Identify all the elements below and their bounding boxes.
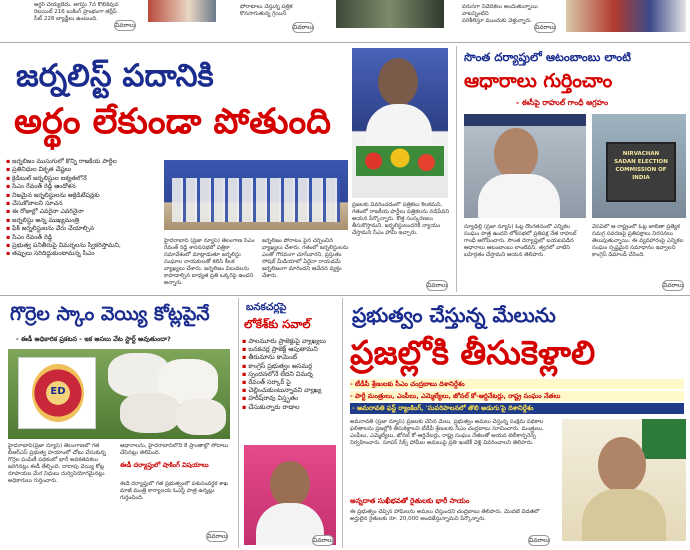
ec-sign-text: NIRVACHAN SADAN ELECTION COMMISSION OF INDIA bbox=[614, 151, 668, 181]
top-strip-col2: పోరాటాలు చేస్తున్న పత్రిక కొనసాగుతున్న గ్రెయిన్ bbox=[240, 4, 293, 17]
story1-bullet: ▪ సీఎం రేవంత్ రెడ్డి bbox=[6, 234, 160, 242]
story4-kicker: బనకచర్లపై bbox=[246, 302, 287, 313]
story2-headline-line2: ఆధారాలు గుర్తించాం bbox=[464, 70, 613, 92]
story4-bullets bbox=[242, 337, 338, 411]
top-photo-1 bbox=[148, 0, 216, 22]
story4-bullet: ▪ రేవంత్ సర్కార్ పై bbox=[242, 378, 338, 386]
story4-bullet: ▪ చేసుకున్నారు రాడాల bbox=[242, 403, 338, 411]
story1-bullet: ▪ చేసుకోవాలని సూచన bbox=[6, 200, 160, 208]
story1-bullet: ▪ ప్రభుత్వ పనితీరుపై విమర్శలను స్వీకరిస్తామని, bbox=[6, 242, 160, 250]
story3-more-button[interactable]: వివరాలు bbox=[207, 533, 228, 540]
revanth-photo bbox=[352, 48, 448, 198]
story-rahul bbox=[458, 44, 690, 294]
col-divider-1 bbox=[456, 46, 457, 292]
story2-body-col2: వేసవిలో ఆ రాష్ట్రంలో ఓట్ల జాబితా ప్రత్యేక సమగ్ర సవరణపై ప్రతిపక్షాలు నిరసనలు తెలుపుతున్నాయి. ఈ వ్యవహారంపై ఎన్నికల సంఘం స్పష్టమైన సమాధానం ఇవ్వాలని కాంగ్రెస్ డిమాండ్ చేసింది. bbox=[592, 224, 684, 258]
chandrababu-photo bbox=[562, 419, 686, 541]
mid-divider bbox=[0, 295, 690, 296]
story3-headline: గొర్రెల స్కాం వెయ్యి కోట్లపైనే bbox=[10, 303, 210, 325]
story1-bullets bbox=[6, 158, 160, 259]
top-photo-2 bbox=[336, 0, 444, 28]
story1-body-col1: హైదరాబాద్ (ప్రజా న్యూస్) తెలంగాణ సీఎం రేవంత్ రెడ్డి శాసనసభలో పత్రికా సమావేశంలో మాట్లాడుతూ జర్నలిస్టు సంఘాల నాయకులతో కలిసి కీలక వ్యాఖ్యలు చేశారు. జర్నలిజం విలువలను కాపాడాల్సిన బాధ్యత ప్రతి ఒక్కరిపై ఉందని అన్నారు. bbox=[164, 238, 255, 286]
story3-subhead: - ఈడీ అధికారిక ప్రకటన - ఇక అసలు వేట స్టార్ట్ అవుతుందా? bbox=[16, 335, 171, 343]
story1-bullet: ▪ క్రెడిబుల్ జర్నలిస్టుల ఐక్యతలోనే bbox=[6, 175, 160, 183]
rahul-photo bbox=[464, 114, 586, 218]
story3-highlight: ఈడీ దర్యాప్తులో షాకింగ్ విషయాలు bbox=[120, 461, 209, 469]
story4-more-button[interactable]: వివరాలు bbox=[313, 537, 334, 544]
election-commission-photo bbox=[592, 114, 686, 218]
col-divider-2 bbox=[238, 298, 239, 548]
story4-bullet: ▪ కాంగ్రెస్ ప్రభుత్వం అసమర్థ bbox=[242, 362, 338, 370]
story5-highlight: అన్నదాత సుఖీభవతో రైతులకు భారీ సాయం bbox=[350, 497, 470, 505]
top-strip-col3: వరుసగా నివేదికలు అందుతున్నాయి వాటన్నింటిని పరిశీలిస్తూ ముందుకు వెళ్తున్నారు bbox=[462, 4, 538, 24]
story-sheep-scam bbox=[0, 297, 236, 550]
story5-body: అమరావతి (ప్రజా న్యూస్) ప్రజలకు చేసిన మేలు, ప్రభుత్వం అమలు చేస్తున్న సంక్షేమ పథకాల ఫలితాలను ప్రజల్లోకి తీసుకెళ్లాలని టీడీపీ శ్రేణులకు సీఎం చంద్రబాబు సూచించారు. మంత్రులు, ఎంపీలు, ఎమ్మెల్యేలు, జోనల్ కో-ఆర్డినేటర్లు, రాష్ట్ర సంఘం నేతలతో ఆయన టెలీకాన్ఫరెన్స్ నిర్వహించారు. సూపర్ సిక్స్ హామీల అమలుపై ప్రతి ఇంటికీ వెళ్లి వివరించాలని తెలిపారు. bbox=[350, 419, 544, 446]
story1-bullet: ▪ సీఎం రేవంత్ రెడ్డి ఆందోళన bbox=[6, 183, 160, 191]
story4-bullet: ▪ చెల్లించుకుంటున్నావని వ్యాఖ్య bbox=[242, 386, 338, 394]
story5-sub-line-2: - పార్టీ మంత్రులు, ఎంపీలు, ఎమ్మెల్యేలు, జోనల్ కో-ఆర్డినేటర్లు, రాష్ట్ర సంఘం నేతలు bbox=[350, 391, 684, 401]
story3-body-col1: హైదరాబాద్(ప్రజా న్యూస్) తెలంగాణలో గత బీఆర్ఎస్ ప్రభుత్వ హయాంలో చోటు చేసుకున్న గొర్రెల పంపిణీ పథకంలో భారీ అవకతవకలు జరిగినట్లు ఈడీ తేల్చింది. దాదాపు వెయ్యి కోట్ల రూపాయల మేర నిధులు దుర్వినియోగమైనట్లు అధికారులు గుర్తించారు. bbox=[8, 443, 106, 484]
story5-body2: ఈ ప్రభుత్వం చెప్పిన హామీలను అమలు చేస్తుందని చంద్రబాబు తెలిపారు. మొదటి విడతలో అర్హులైన రైతులకు రూ. 20,000 అందజేస్తున్నామని పేర్కొన్నారు. bbox=[350, 509, 540, 522]
story1-bullet: ▪ ఈ రోజుల్లో ఎవరైనా ఎవరినైనా bbox=[6, 208, 160, 216]
story4-bullet: ▪ తీరుమాను కామెంట్ bbox=[242, 353, 338, 361]
top-strip-col1: ఆర్డర్ చెయ్యలేదు. అగస్టు 7న కోబీకేవున రిటయిల్ 216 బుకింగ్ ప్రాంభంగా తర్లీప్ సీట్ 228 బ్యాడ్జీలు ఉంటుంది. bbox=[34, 2, 119, 22]
story5-sub-line-3: - అమరావతి ఫస్ట్ ర్యాంకింగ్, 'సుపరిపాలనలో తొలి అడుగు'పై దిశానిర్దేశం bbox=[350, 403, 684, 414]
top-more-button-1[interactable]: వివరాలు bbox=[115, 22, 136, 29]
harish-rao-photo bbox=[244, 445, 336, 545]
story1-headline-line1: జర్నలిస్ట్ పదానికి bbox=[16, 58, 214, 94]
story1-bullet: ▪ జర్నలిజం ముసుగులో కొన్ని రాజకీయ పార్టీల bbox=[6, 158, 160, 166]
story-chandrababu bbox=[344, 297, 690, 550]
story1-bullet: ▪ తప్పులు సరిదిద్దుకుంటామన్న సీఎం bbox=[6, 250, 160, 258]
story5-headline-top: ప్రభుత్వం చేస్తున్న మేలును bbox=[352, 303, 556, 327]
story4-bullet: ▪ పాలమూరు ప్రాజెక్టుపై వ్యాఖ్యలు bbox=[242, 337, 338, 345]
story1-headline-line2: అర్థం లేకుండా పోతుంది bbox=[14, 102, 331, 142]
story4-bullet: ▪ స్పందనలోనే లేదని విమర్శ bbox=[242, 370, 338, 378]
top-photo-3 bbox=[566, 0, 686, 32]
story2-more-button[interactable]: వివరాలు bbox=[663, 282, 684, 289]
story5-headline-main: ప్రజల్లోకి తీసుకెళ్లాలి bbox=[350, 333, 596, 372]
story1-bullet: ▪ ప్రతినిధుల వికృత చేష్టలు bbox=[6, 166, 160, 174]
journalists-group-photo bbox=[164, 160, 348, 230]
story1-bullet: ▪ జర్నలిస్టు అన్న ముఖ్యమంత్రి bbox=[6, 217, 160, 225]
top-more-button-3[interactable]: వివరాలు bbox=[535, 24, 556, 31]
top-divider bbox=[0, 42, 690, 43]
story5-sub-line-1: - టీడీపీ శ్రేణులకు సీఎం చంద్రబాబు దిశానిర్దేశం bbox=[350, 379, 684, 389]
story-banakacherla bbox=[240, 297, 340, 550]
story1-more-button[interactable]: వివరాలు bbox=[427, 282, 448, 289]
top-strip bbox=[0, 0, 690, 40]
story1-body-col3: ప్రజలకు వివరించడంలో పత్రికలు కీలకమని, గతంలో రాజకీయ పార్టీలు పత్రికలను నడిపేవని ఆయన పేర్కొన్నారు. కొత్త సంస్కరణలు తీసుకొస్తామని, జర్నలిస్టులందరికీ న్యాయం చేస్తామని సీఎం హామీ ఇచ్చారు. bbox=[352, 202, 450, 236]
story4-bullet: ▪ బనకచర్ల ప్రాజెక్ట్ ఆపుతామని bbox=[242, 345, 338, 353]
story-journalist bbox=[0, 44, 454, 294]
ed-seal bbox=[18, 357, 96, 429]
story3-body-col2-bottom: ఈడీ దర్యాప్తులో గత ప్రభుత్వంలో పశుసంవర్ధక శాఖ మాజీ మంత్రి కార్యాలయ ఓఎస్డీ పాత్ర ఉన్నట్లు గుర్తించింది. bbox=[120, 481, 229, 501]
story4-headline: లోకేశ్‌కు సవాల్ bbox=[244, 317, 311, 331]
story2-body-col1: న్యూఢిల్లీ (ప్రజా న్యూస్) ఓట్ల దొంగతనంలో ఎన్నికల సంఘం పాత్ర ఉందని లోక్‌సభలో ప్రతిపక్ష నేత రాహుల్ గాంధీ ఆరోపించారు. సొంత దర్యాప్తులో బయటపడిన ఆధారాలు ఆటంబాంబు లాంటివని, త్వరలో వాటిని బహిర్గతం చేస్తామని ఆయన తెలిపారు. bbox=[464, 224, 577, 258]
story5-more-button[interactable]: వివరాలు bbox=[529, 537, 550, 544]
story4-bullet: ▪ హరీష్‌రావు విస్తృతం bbox=[242, 394, 338, 402]
col-divider-3 bbox=[342, 298, 343, 548]
story2-byline: - ఈసీపై రాహుల్ గాంధీ ఆగ్రహం bbox=[516, 98, 608, 107]
story3-body-col2-top: ఆధారాలను, హైదరాబాద్‌లోని 8 ప్రాంతాల్లో సోదాలు చేసినట్లు తెలిపింది. bbox=[120, 443, 229, 456]
story2-headline-line1: సొంత దర్యాప్తులో ఆటంబాంబు లాంటి bbox=[464, 50, 631, 64]
story1-bullet: ▪ నిజమైన జర్నలిస్టులను అక్రెడిటేషన్లకు bbox=[6, 192, 160, 200]
ed-seal-text: ED bbox=[50, 386, 66, 397]
story1-bullet: ▪ ఫేక్ జర్నలిస్టులను వేరు చేయాల్సిన bbox=[6, 225, 160, 233]
top-more-button-2[interactable]: వివరాలు bbox=[293, 24, 314, 31]
story1-body-col2: జర్నలిజం పోరాటం పైన చర్చించిన వ్యాఖ్యలు చేశారు. గతంలో జర్నలిస్టులను ఎంతో గౌరవంగా చూసేవారని, ప్రస్తుతం సోషల్ మీడియాలో ఏదైనా రాయడమే జర్నలిజంగా మారిందని ఆవేదన వ్యక్తం చేశారు. bbox=[262, 238, 349, 279]
